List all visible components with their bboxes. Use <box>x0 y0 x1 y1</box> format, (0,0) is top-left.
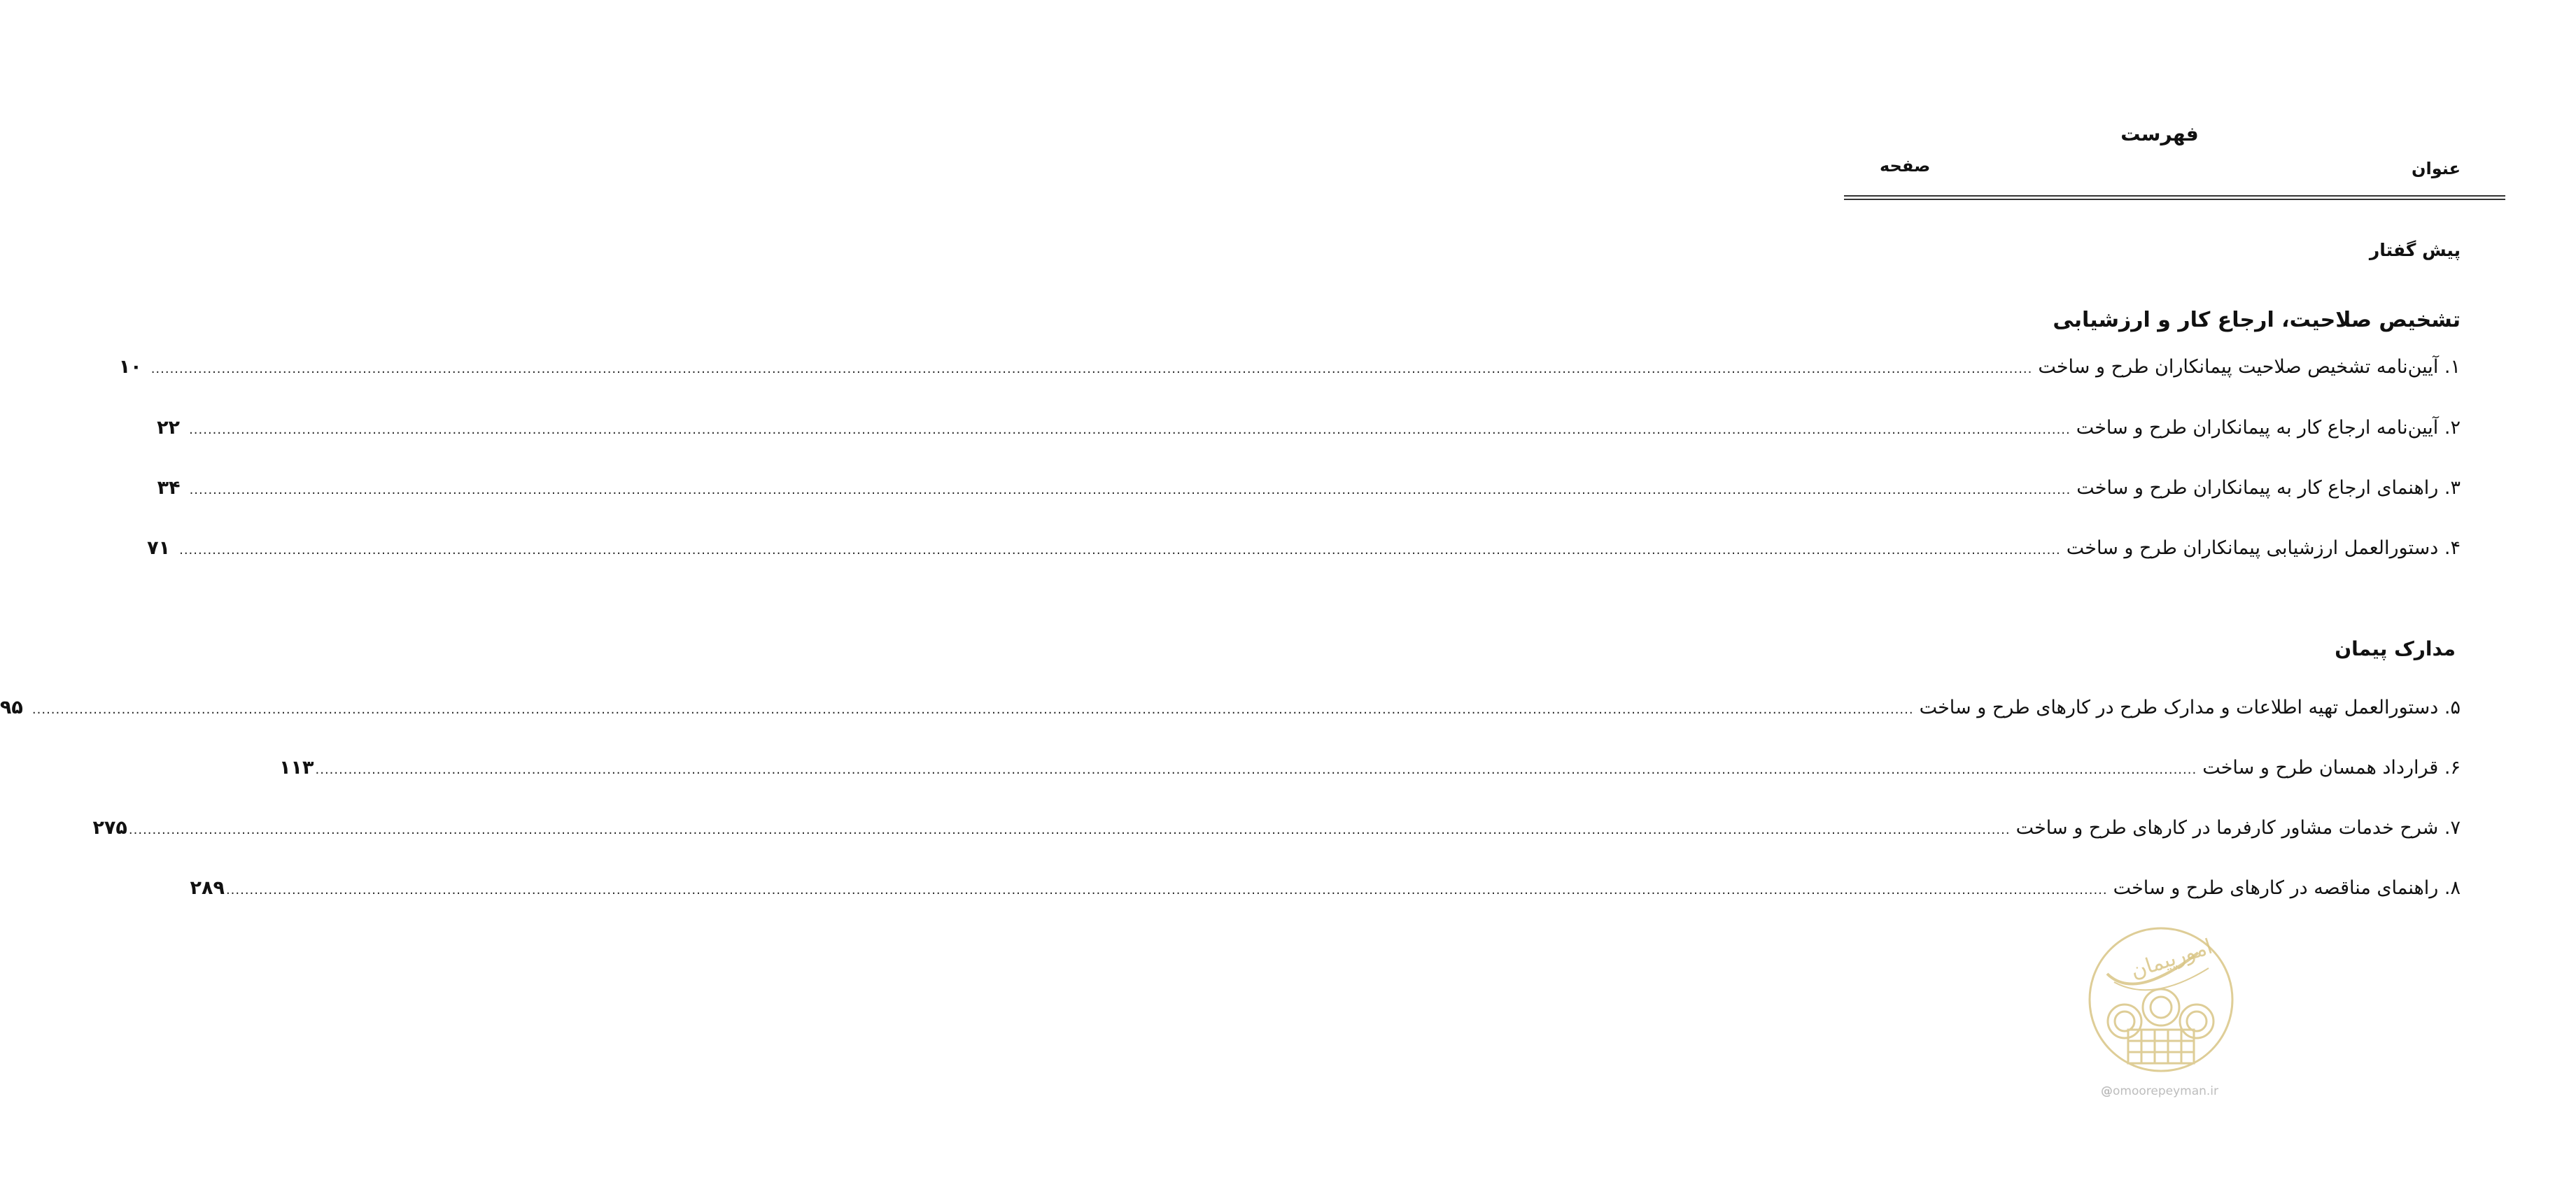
watermark-site-label <box>1743 1084 2576 1098</box>
toc-entry[interactable] <box>0 693 2461 723</box>
dot-leader: ................................................................................................................................................................................................................................................................................................................................................................................................................ <box>31 702 1914 717</box>
watermark-logo-text: امورپیمان <box>2127 934 2216 984</box>
dot-leader: ................................................................................................................................................................................................................................................................................................................................................................................................................ <box>150 362 2033 376</box>
toc-entry-title: ۵. دستورالعمل تهیه اطلاعات و مدارک طرح در کارهای طرح و ساخت <box>1919 697 2461 718</box>
toc-entry[interactable] <box>279 753 2461 783</box>
toc-entry-title: ۲. آیین‌نامه ارجاع کار به پیمانکاران طرح و ساخت <box>2076 417 2461 439</box>
toc-entry-page: ۱۱۳ <box>279 757 314 779</box>
toc-entry-title: ۱. آیین‌نامه تشخیص صلاحیت پیمانکاران طرح و ساخت <box>2038 356 2461 378</box>
dot-leader: ................................................................................................................................................................................................................................................................................................................................................................................................................ <box>179 543 2061 558</box>
toc-entry-title: ۶. قرارداد همسان طرح و ساخت <box>2202 757 2461 779</box>
header-double-rule <box>1844 195 2505 200</box>
toc-entry[interactable] <box>157 413 2461 443</box>
watermark-logo <box>2086 925 2236 1074</box>
preface-heading[interactable]: پیش گفتار <box>2369 240 2461 260</box>
page-title: فهرست <box>2120 122 2199 146</box>
toc-entry-page: ۲۸۹ <box>190 877 225 899</box>
watermark-site-text: omoorepeyman.ir <box>2112 1084 2219 1098</box>
toc-entry-title: ۷. شرح خدمات مشاور کارفرما در کارهای طرح و ساخت <box>2015 817 2461 839</box>
dot-leader: ................................................................................................................................................................................................................................................................................................................................................................................................................ <box>225 883 2108 897</box>
toc-entry[interactable] <box>147 533 2461 564</box>
dot-leader: ................................................................................................................................................................................................................................................................................................................................................................................................................ <box>189 483 2071 497</box>
toc-entry-title: ۸. راهنمای مناقصه در کارهای طرح و ساخت <box>2113 877 2461 899</box>
toc-entry-title: ۴. دستورالعمل ارزشیابی پیمانکاران طرح و ساخت <box>2066 537 2461 559</box>
dot-leader: ................................................................................................................................................................................................................................................................................................................................................................................................................ <box>315 762 2197 777</box>
toc-entry-page: ۱۰ <box>118 356 142 378</box>
dot-leader: ................................................................................................................................................................................................................................................................................................................................................................................................................ <box>128 823 2011 837</box>
dot-leader: ................................................................................................................................................................................................................................................................................................................................................................................................................ <box>189 423 2071 437</box>
toc-entry-page: ۷۱ <box>147 537 171 559</box>
toc-entry-page: ۹۵ <box>0 697 23 718</box>
toc-entry[interactable] <box>157 473 2461 504</box>
section-heading[interactable]: مدارک پیمان <box>2335 637 2456 660</box>
toc-entry[interactable] <box>92 813 2461 844</box>
at-icon: @ <box>2100 1084 2113 1098</box>
toc-entry-page: ۲۷۵ <box>92 817 127 839</box>
toc-entry[interactable] <box>190 873 2461 904</box>
toc-entry-title: ۳. راهنمای ارجاع کار به پیمانکاران طرح و ساخت <box>2076 477 2461 499</box>
toc-entry-page: ۲۲ <box>157 417 181 439</box>
toc-entry[interactable] <box>118 352 2461 383</box>
column-title-label: عنوان <box>2412 159 2461 178</box>
column-page-label: صفحه <box>1880 156 1931 176</box>
toc-entry-page: ۳۴ <box>157 477 181 499</box>
section-heading[interactable]: تشخیص صلاحیت، ارجاع کار و ارزشیابی <box>2053 308 2461 332</box>
